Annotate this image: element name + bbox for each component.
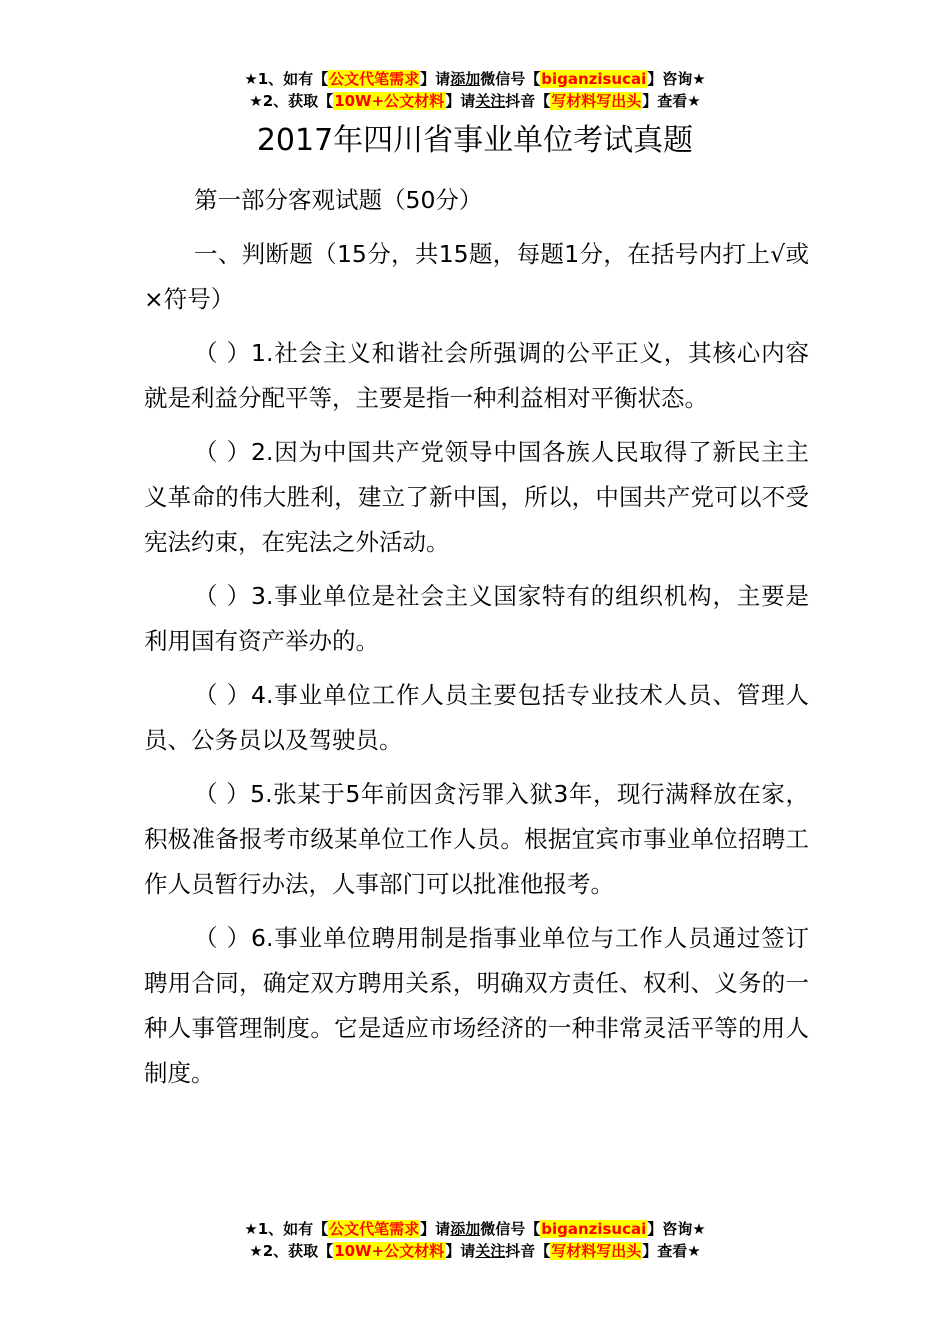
question-item: （ ）3.事业单位是社会主义国家特有的组织机构，主要是利用国有资产举办的。 xyxy=(144,582,809,655)
banner-text: ★2、获取【 xyxy=(249,1242,334,1260)
banner-text: 关注 xyxy=(475,1242,506,1260)
banner-douyin-id: 写材料写出头 xyxy=(551,92,642,110)
section-heading: 第一部分客观试题（50分） xyxy=(194,186,483,214)
banner-text: 】请 xyxy=(420,1220,451,1238)
question-item: （ ）4.事业单位工作人员主要包括专业技术人员、管理人员、公务员以及驾驶员。 xyxy=(144,681,809,754)
banner-highlight: 10W+公文材料 xyxy=(334,1242,445,1260)
banner-text: 】请 xyxy=(420,70,451,88)
banner-text: 】查看★ xyxy=(642,1242,701,1260)
header-banner xyxy=(0,68,950,112)
banner-text: 关注 xyxy=(475,92,506,110)
banner-text: 抖音【 xyxy=(505,92,551,110)
document-body xyxy=(144,178,809,1105)
question-item: （ ）1.社会主义和谐社会所强调的公平正义，其核心内容就是利益分配平等，主要是指一种利益相对平衡状态。 xyxy=(144,339,809,412)
footer-banner xyxy=(0,1218,950,1262)
instruction-text: 一、判断题（15分，共15题，每题1分，在括号内打上√或×符号） xyxy=(144,240,809,313)
banner-highlight: 公文代笔需求 xyxy=(329,1220,420,1238)
banner-text: 抖音【 xyxy=(505,1242,551,1260)
banner-text: 】请 xyxy=(445,92,476,110)
banner-wechat-id: biganzisucai xyxy=(541,1220,647,1238)
banner-text: 添加 xyxy=(450,1220,481,1238)
question-item: （ ）6.事业单位聘用制是指事业单位与工作人员通过签订聘用合同，确定双方聘用关系，明确双方责任、权利、义务的一种人事管理制度。它是适应市场经济的一种非常灵活平等的用人制度。 xyxy=(144,924,809,1087)
banner-wechat-id: biganzisucai xyxy=(541,70,647,88)
banner-line-1 xyxy=(0,68,950,90)
banner-text: 】查看★ xyxy=(642,92,701,110)
banner-text: 】请 xyxy=(445,1242,476,1260)
question-item: （ ）2.因为中国共产党领导中国各族人民取得了新民主主义革命的伟大胜利，建立了新中国，所以，中国共产党可以不受宪法约束，在宪法之外活动。 xyxy=(144,438,809,556)
banner-text: ★1、如有【 xyxy=(244,70,329,88)
banner-douyin-id: 写材料写出头 xyxy=(551,1242,642,1260)
banner-line-2 xyxy=(0,1240,950,1262)
banner-text: 】咨询★ xyxy=(647,70,706,88)
banner-text: ★1、如有【 xyxy=(244,1220,329,1238)
banner-line-1 xyxy=(0,1218,950,1240)
banner-line-2 xyxy=(0,90,950,112)
banner-highlight: 公文代笔需求 xyxy=(329,70,420,88)
banner-highlight: 10W+公文材料 xyxy=(334,92,445,110)
banner-text: ★2、获取【 xyxy=(249,92,334,110)
question-item: （ ）5.张某于5年前因贪污罪入狱3年，现行满释放在家，积极准备报考市级某单位工作人员。根据宜宾市事业单位招聘工作人员暂行办法，人事部门可以批准他报考。 xyxy=(144,780,809,898)
banner-text: 微信号【 xyxy=(480,70,541,88)
page-title: 2017年四川省事业单位考试真题 xyxy=(256,123,694,158)
banner-text: 微信号【 xyxy=(480,1220,541,1238)
banner-text: 】咨询★ xyxy=(647,1220,706,1238)
banner-text: 添加 xyxy=(450,70,481,88)
